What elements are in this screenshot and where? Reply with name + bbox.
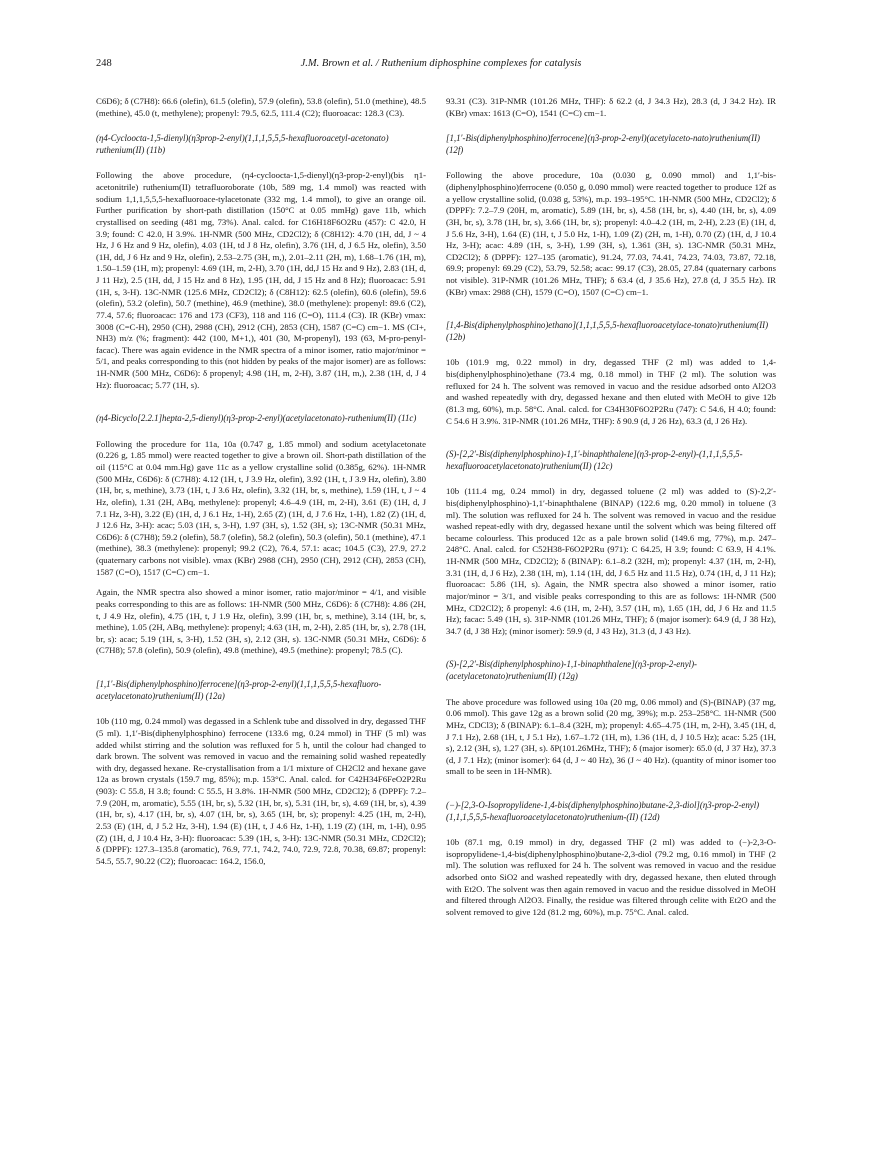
page-header	[96, 58, 786, 76]
section-heading: [1,1′-Bis(diphenylphosphino)ferrocene](η3-prop-2-enyl)(acetylaceto-nato)ruthenium(II) (12f)	[446, 133, 760, 155]
left-column	[96, 96, 426, 876]
paragraph: 93.31 (C3). 31P-NMR (101.26 MHz, THF): δ 62.2 (d, J 34.3 Hz), 28.3 (d, J 34.2 Hz). IR (KBr) νmax: 1613 (C=O), 1541 (C=C) cm−1.	[446, 96, 776, 118]
right-column	[446, 96, 776, 928]
section-heading: (η4-Bicyclo[2.2.1]hepta-2,5-dienyl)(η3-prop-2-enyl)(acetylacetonato)-ruthenium(II) (11c)	[96, 413, 417, 424]
paragraph: Following the above procedure, 10a (0.030 g, 0.090 mmol) and 1,1′-bis-(diphenylphosphino)ferrocene (0.050 g, 0.090 mmol) were reacted together to produce 12f as a yellow crystalline solid, (0.038 g, 53%), m.p. 193–195°C. 1H-NMR (500 MHz, CD2Cl2); δ (DPPF): 7.2–7.9 (20H, m, aromatic), 5.89 (1H, br, s), 4.58 (1H, br, s), 4.40 (1H, br, s), 4.09 (3H, br, s), 3.78 (1H, br, s), 3.66 (1H, br, s); propenyl: 4.0–4.2 (1H, m, 2-H), 2.23 (E) (1H, d, J 5.6 Hz, 3-H), 1.64 (E) (1H, t, J 5.0 Hz, 1-H), 1.09 (Z) (2H, m, 1-H), 0.70 (Z) (1H, d, J 10.4 Hz, 3-H); acac: 4.89 (1H, s, 3-H), 1.99 (3H, s), 1.361 (3H, s). 13C-NMR (50.31 MHz, CD2Cl2); δ (DPPF): 127–135 (aromatic), 91.24, 77.03, 74.41, 74.23, 74.03, 73.87, 72.18, 69.9; propenyl: 69.29 (C2), 53.79, 52.58; acac: 99.17 (C3), 28.05, 27.84 (quaternary carbons not visible). 31P-NMR (101.26 MHz, THF); δ 63.4 (d, J 35.6 Hz), 27.8 (d, J 35.5 Hz). IR (KBr) νmax: 2988 (CH), 1579 (C=O), 1507 (C=C) cm−1.	[446, 170, 776, 297]
paragraph: Following the above procedure, (η4-cycloocta-1,5-dienyl)(η3-prop-2-enyl)(bis η1-acetonitrile) ruthenium(II) tetrafluoroborate (10b, 589 mg, 1.4 mmol) was reacted with sodium 1,1,1,5,5,5-hexafluoroace-tylacetonate (332 mg, 1.4 mmol), to give an orange oil. Further purification by short-path distillation (150°C at 0.05 mmHg) gave 11b, which crystallised on seeding (481 mg, 73%). Anal. calcd. for C16H18F6O2Ru (457): C 42.0, H 3.9; found: C 42.0, H 3.9%. 1H-NMR (500 MHz, CD2Cl2); δ (C8H12): 4.70 (1H, dd, J ~ 4 Hz, J 6 Hz and 9 Hz, olefin), 4.03 (1H, td J 8 Hz, olefin), 3.76 (1H, d, J 6.5 Hz, olefin), 3.50 (1H, dd, J 6 Hz and 9 Hz, olefin), 2.53–2.75 (3H, m,), 2.01–2.11 (2H, m), 1.68–1.76 (1H, m), 1.50–1.59 (1H, m); propenyl: 4.69 (1H, m, 2-H), 3.70 (1H, dd,J 15 Hz and 9 Hz), 2.83 (1H, d, J 11 Hz), 2.5 (1H, dd, J 15 Hz and 8 Hz), 1.95 (1H, dd, J 15 Hz and 8 Hz); fluoroacac: 5.91 (1H, s, 3-H). 13C-NMR (125.6 MHz, CD2Cl2); δ (C8H12): 62.5 (olefin), 60.6 (olefin), 59.6 (olefin), 53.2 (olefin), 50.7 (methine), 46.9 (methine), 38.0 (methylene): propenyl: 89.6 (C2), 77.4, 57.6; fluoroacac: 176 and 173 (CF3), 118 and 116 (C=O), 111.4 (C3). IR (KBr) νmax: 3008 (C=C-H), 2950 (CH), 2988 (CH), 2912 (CH), 2853 (CH), 1587 (C=C) cm−1. MS (CI+, NH3) m/z (%; fragment): 442 (100, M+1,), 401 (30, M-propenyl), 193 (63, M-pro-penyl-facac). There was again evidence in the NMR spectra of a minor isomer, ratio major/minor = 5/1, and peaks corresponding to this (not hidden by peaks of the major isomer) are as follows: 1H-NMR (500 MHz, C6D6): δ propenyl; 4.98 (1H, m, 2-H), 3.87 (1H, m,), 2.38 (1H, d, J 4 Hz): fluoroacac; 5.77 (1H, s).	[96, 170, 426, 390]
section-heading: (η4-Cycloocta-1,5-dienyl)(η3prop-2-enyl)(1,1,1,5,5,5-hexafluoroacetyl-acetonato) ruthenium(II) (11b)	[96, 133, 389, 155]
page-number: 248	[96, 58, 112, 69]
paragraph: 10b (110 mg, 0.24 mmol) was degassed in a Schlenk tube and dissolved in dry, degassed THF (5 ml). 1,1′-Bis(diphenylphosphino) ferrocene (133.6 mg, 0.24 mmol) in THF (5 ml) was added whilst stirring and the solution was refluxed for 5 h, until the colour had changed to dark brown. The solvent was removed in vacuo and the remaining solid washed repeatedly with dry, degassed hexane. Re-crystallisation from a 1/1 mixture of CH2Cl2 and hexane gave 12a as brown crystals (159.7 mg, 85%); m.p. 153°C. Anal. calcd. for C42H34F6FeO2P2Ru (903): C 55.8, H 3.8; found: C 55.5, H 3.8%. 1H-NMR (500 MHz, CD2Cl2); δ (DPPF): 7.2–7.9 (20H, m, aromatic), 5.55 (1H, br, s), 5.32 (1H, br, s), 5.31 (1H, br, s), 4.69 (1H, br, s), 4.39 (1H, br, s), 4.17 (1H, br, s), 4.07 (1H, br, s), 3.65 (1H, br, s); propenyl: 4.25 (1H, m, 2-H), 2.53 (E) (1H, d, J 5.2 Hz, 3-H), 1.94 (E) (1H, t, J 4.6 Hz, 1-H), 1.19 (Z) (1H, m, 1-H), 0.95 (Z) (1H, d, J 10.4 Hz, 3-H): fluoroacac: 5.39 (1H, s, 3-H): 13C-NMR (50.31 MHz, CD2Cl2); δ (DPPF): 127.3–135.8 (aromatic), 76.9, 77.1, 74.2, 74.0, 72.9, 72.8, 70.38, 69.87; propenyl: 54.5, 55.7, 90.22 (C2); fluoroacac: 164.2, 156.0,	[96, 716, 426, 866]
section-heading: [1,1′-Bis(diphenylphosphino)ferrocene](η3-prop-2-enyl)(1,1,1,5,5,5-hexafluoro-acetylacetonato)ruthenium(II) (12a)	[96, 679, 382, 701]
section-heading: (S)-[2,2′-Bis(diphenylphosphino)-1,1′-binaphthalene](η3-prop-2-enyl)-(1,1,1,5,5,5-hexafluoroacetylacetonato)ruthenium(II) (12c)	[446, 449, 743, 471]
paragraph: Following the procedure for 11a, 10a (0.747 g, 1.85 mmol) and sodium acetylacetonate (0.226 g, 1.85 mmol) were reacted together to give a brown oil. Short-path distillation of the oil (115°C at 0.04 mm.Hg) gave 11c as a yellow crystalline solid (0.385g, 62%). 1H-NMR (500 MHz, C6D6): δ (C7H8): 4.12 (1H, t, J 3.9 Hz, olefin), 3.92 (1H, t, J 3.9 Hz, olefin), 3.80 (1H, br, s, methine), 3.73 (1H, t, J 3.6 Hz, olefin), 3.32 (1H, br, s, methine), 1.59 (1H, t, J ~ 4 Hz, olefin), 1.31 (2H, ABq, methylene): propenyl; 4.6–4.9 (1H, m, 2-H), 3.61 (E) (1H, d, J 7.1 Hz, 3-H), 3.22 (E) (1H, d, J 6.1 Hz, 1-H), 2.65 (Z) (1H, d, J 7.6 Hz, 1-H), 1.82 (Z) (1H, d, J 12.6 Hz, 3-H): acac; 5.03 (1H, s, 3-H), 1.97 (3H, s), 1.52 (3H, s); 13C-NMR (50.31 MHz, C6D6): δ (C7H8); 59.2 (olefin), 58.7 (olefin), 58.2 (olefin), 50.3 (olefin), 50.1 (methine), 47.1 (methine), 38.3 (methylene): propenyl; 99.2 (C2), 76.4, 57.1: acac; 104.5 (C3), 27.9, 27.2 (quaternary carbons not visible). νmax (KBr) 2988 (CH), 2950 (CH), 2912 (CH), 2853 (CH), 1587 (C=O), 1517 (C=C) cm−1.	[96, 438, 426, 577]
paragraph: 10b (111.4 mg, 0.24 mmol) in dry, degassed toluene (2 ml) was added to (S)-2,2′-bis(diphenylphosphino)-1,1′-binaphthalene (BINAP) (122.6 mg, 0.20 mmol) in toluene (3 ml). The solution was refluxed for 24 h. The solvent was removed in vacuo and the residue washed repeat-edly with dry, degassed hexane until the solvent which was being filtered off became colourless. This produced 12c as a pale brown solid (149.6 mg, 77%), m.p. 247–248°C. Anal. calcd. for C52H38-F6O2P2Ru (971): C 64.25, H 3.9; found: C 63.9, H 4.1%. 1H-NMR (500 MHz, CD2Cl2); δ (BINAP): 6.1–8.2 (32H, m); propenyl: 4.37 (1H, m, 2-H), 3.31 (1H, d, J 6 Hz), 2.38 (1H, m), 1.14 (1H, dd, J 6.5 Hz and 11.5 Hz), 0.74 (1H, d, J 11 Hz); fluoroacac: 5.86 (1H, s). Again, the NMR spectra also showed a minor isomer, ratio major/minor = 3/1, and visible peaks corresponding to this are as follows: 1H-NMR (500 MHz, CD2Cl2); δ propenyl: 4.6 (1H, m, 2-H), 3.57 (1H, m), 1.65 (1H, dd, J 6 Hz and 11.5 Hz); facac: 5.49 (1H, s). 31P-NMR (101.26 MHz, THF); δ (major isomer): 64.9 (d, J 38 Hz), 34.7 (d, J 38 Hz); (minor isomer): 59.9 (d, J 43 Hz), 31.3 (d, J 43 Hz).	[446, 486, 776, 636]
section-heading: (S)-[2,2′-Bis(diphenylphosphino)-1,1-binaphthalene](η3-prop-2-enyl)-(acetylacetonato)ruthenium(II) (12g)	[446, 659, 698, 682]
section-heading: [1,4-Bis(diphenylphosphino)ethano](1,1,1,5,5,5-hexafluoroacetylace-tonato)ruthenium(II) (12b)	[446, 320, 769, 342]
paragraph: The above procedure was followed using 10a (20 mg, 0.06 mmol) and (S)-(BINAP) (37 mg, 0.06 mmol). This gave 12g as a brown solid (20 mg, 39%); m.p. 253–258°C. 1H-NMR (500 MHz, CDCl3); δ (BINAP): 6.1–8.4 (32H, m); propenyl: 4.65–4.75 (1H, m, 2-H), 3.45 (1H, d, J 7.1 Hz), 2.68 (1H, t, J 5.1 Hz), 1.67–1.72 (1H, m), 1.36 (1H, d, J 10.5 Hz); acac: 5.25 (1H, s), 2.12 (3H, s), 1.27 (3H, s). δP(101.26MHz, THF); δ (major isomer): 65.0 (d, J 37 Hz), 37.3 (d, J 7.1 Hz); (minor isomer): 64 (d, J ~ 40 Hz), 36 (J ~ 40 Hz). (quantity of minor isomer too small to be seen in 1H-NMR).	[446, 696, 776, 777]
section-heading: (−)-[2,3-O-Isopropylidene-1,4-bis(diphenylphosphino)butane-2,3-diol](η3-prop-2-enyl)(1,1,1,5,5,5-hexafluoroacetylacetonato)ruthenium-(II) (12d)	[446, 800, 760, 822]
running-title: J.M. Brown et al. / Ruthenium diphosphine complexes for catalysis	[300, 58, 582, 69]
paragraph: 10b (87.1 mg, 0.19 mmol) in dry, degassed THF (2 ml) was added to (−)-2,3-O-isopropylidene-1,4-bis(diphenylphosphino)butane-2,3-diol (79.2 mg, 0.16 mmol) in THF (2 ml). The solution was refluxed for 24 h. The solvent was removed in vacuo and the residue adsorbed onto SiO2 and washed repeatedly with dry, degassed hexane, then eluted through with Et2O. The solvent was then again removed in vacuo and the residue dissolved in MeOH and filtered through Al2O3. Finally, the residue was filtered through celite with Et2O and the solvent removed to give 12d (81.2 mg, 60%), m.p. 75°C. Anal. calcd.	[446, 837, 776, 917]
paragraph: 10b (101.9 mg, 0.22 mmol) in dry, degassed THF (2 ml) was added to 1,4-bis(diphenylphosphino)ethane (73.4 mg, 0.18 mmol) in THF (2 ml). The solution was refluxed for 24 h. The solvent was removed in vacuo and the residue adsorbed onto Al2O3 and washed repeatedly with dry, degassed hexane and then eluted with MeOH to give 12b (81.3 mg, 60%), m.p. 58°C. Anal. calcd. for C34H30F6O2P2Ru (747): C 54.6, H 4.0; found: C 54.6 H 3.9%. 31P-NMR (101.26 MHz, THF): δ 90.9 (d, J 26 Hz), 63.3 (d, J 26 Hz).	[446, 357, 776, 426]
paragraph: C6D6); δ (C7H8): 66.6 (olefin), 61.5 (olefin), 57.9 (olefin), 53.8 (olefin), 51.0 (methine), 48.5 (methine), 45.0 (t, methylene); propenyl: 79.5, 62.5, 111.4 (C2); fluoroacac: 128.3 (C3).	[96, 96, 426, 118]
paragraph: Again, the NMR spectra also showed a minor isomer, ratio major/minor = 4/1, and visible peaks corresponding to this are as follows: 1H-NMR (500 MHz, C6D6): δ (C7H8): 4.86 (2H, t, J 4.9 Hz, olefin), 4.75 (1H, t, J 1.9 Hz, olefin), 3.99 (1H, br, s, methine), 3.14 (1H, br, s, methine), 1.05 (2H, ABq, methylene): propenyl; 4.63 (1H, m, 2-H), 2.85 (1H, br, s), 2.78 (1H, br, s): acac; 5.19 (1H, s, 3-H), 1.52 (3H, s), 2.12 (3H, s). 13C-NMR (50.31 MHz, C6D6): δ (C7H8); 57.8 (olefin), 50.9 (olefin), 49.8 (methine), 49.5 (methine): propenyl; 78.5 (C).	[96, 587, 426, 656]
